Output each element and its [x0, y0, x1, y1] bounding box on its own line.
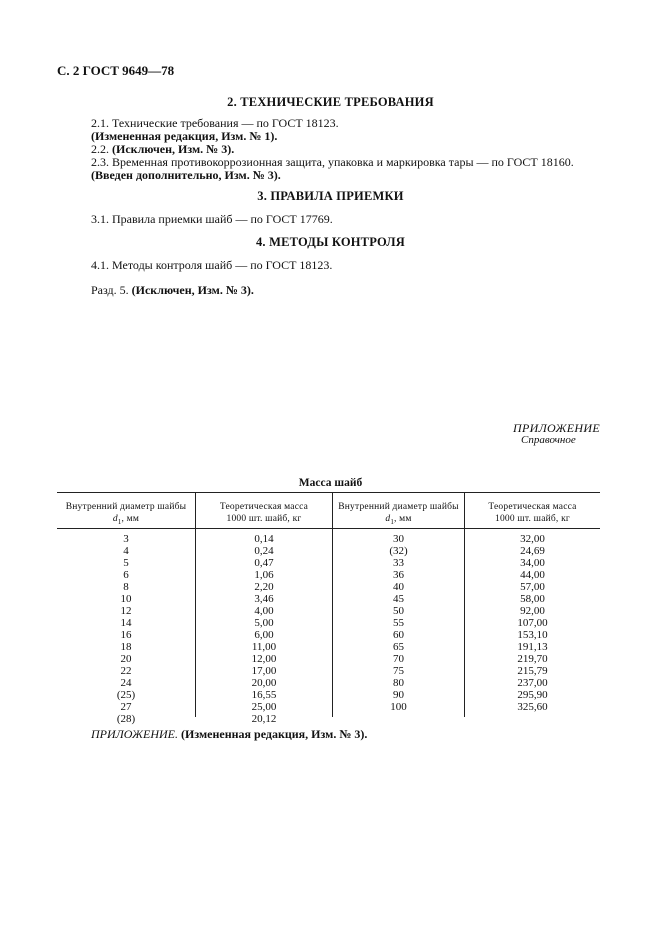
appendix-label: ПРИЛОЖЕНИЕ [513, 421, 600, 435]
table-cell: 8 [123, 581, 129, 593]
table-cell: 0,24 [254, 545, 274, 557]
table-cell: 22 [120, 665, 132, 677]
paragraph-2-1: 2.1. Технические требования — по ГОСТ 18123. [91, 116, 339, 130]
table-cell: 75 [393, 665, 404, 677]
table-cell: 20 [120, 653, 132, 665]
table-cell: 40 [393, 581, 404, 593]
table-cell: 3 [123, 533, 129, 545]
table-cell: 17,00 [251, 665, 277, 677]
table-cell: 12,00 [251, 653, 277, 665]
section-2-title: 2. ТЕХНИЧЕСКИЕ ТРЕБОВАНИЯ [227, 95, 434, 109]
table-cell: 90 [393, 689, 404, 701]
table-cell: 191,13 [517, 641, 548, 653]
section-5-line [91, 283, 254, 298]
section-5-note: (Исключен, Изм. № 3). [131, 283, 254, 297]
header-mass-left-line2: 1000 шт. шайб, кг [226, 514, 302, 524]
header-diameter-right [333, 501, 464, 528]
table-cell: 25,00 [251, 701, 277, 713]
table-cell: 33 [393, 557, 404, 569]
table-cell: 12 [120, 605, 132, 617]
table-cell: 215,79 [517, 665, 548, 677]
table-cell: 65 [393, 641, 404, 653]
table-cell: 30 [393, 533, 404, 545]
header-mass-left-line1: Теоретическая масса [219, 502, 309, 512]
table-top-border [57, 492, 600, 493]
table-cell: 70 [393, 653, 404, 665]
table-cell: 5,00 [254, 617, 274, 629]
column-left-diameters [57, 533, 195, 725]
table-cell: 14 [120, 617, 132, 629]
table-cell: 100 [390, 701, 407, 713]
table-cell: 295,90 [517, 689, 548, 701]
table-cell: 20,00 [251, 677, 277, 689]
header-mass-right-line2: 1000 шт. шайб, кг [495, 514, 570, 524]
table-cell: 237,00 [517, 677, 548, 689]
header-diameter-right-sub: 1 [390, 517, 395, 526]
table-cell: 219,70 [517, 653, 548, 665]
header-diameter-right-line1: Внутренний диаметр шайбы [338, 502, 459, 512]
paragraph-2-1-note: (Измененная редакция, Изм. № 1). [91, 129, 278, 143]
header-diameter-left-line2 [57, 513, 195, 528]
table-cell: 34,00 [520, 557, 545, 569]
table-cell: 16 [120, 629, 132, 641]
paragraph-4-1: 4.1. Методы контроля шайб — по ГОСТ 18123. [91, 258, 333, 272]
table-cell: 4,00 [254, 605, 274, 617]
column-right-diameters [333, 533, 464, 713]
table-cell: 5 [123, 557, 129, 569]
header-diameter-right-line2 [333, 513, 464, 528]
table-cell: 153,10 [517, 629, 548, 641]
table-cell: 18 [120, 641, 132, 653]
mass-table [57, 492, 600, 725]
table-cell: 0,47 [254, 557, 274, 569]
table-cell: 58,00 [520, 593, 545, 605]
table-cell: 32,00 [520, 533, 545, 545]
column-right-masses [465, 533, 600, 713]
appendix-subtitle: Справочное [521, 434, 576, 446]
table-cell: 24 [120, 677, 132, 689]
table-cell: 6,00 [254, 629, 274, 641]
footer-note [91, 727, 367, 742]
table-cell: 1,06 [254, 569, 274, 581]
table-cell: 107,00 [517, 617, 548, 629]
table-cell: 3,46 [254, 593, 274, 605]
paragraph-2-2-note: (Исключен, Изм. № 3). [112, 142, 235, 156]
table-cell: (32) [389, 545, 408, 557]
table-cell: 92,00 [520, 605, 545, 617]
page-header: С. 2 ГОСТ 9649—78 [57, 63, 175, 78]
table-cell: 0,14 [254, 533, 274, 545]
table-cell: 57,00 [520, 581, 545, 593]
section-4-title: 4. МЕТОДЫ КОНТРОЛЯ [255, 235, 406, 249]
header-diameter-right-unit: , мм [394, 514, 412, 524]
table-cell: 50 [393, 605, 404, 617]
table-header-border [57, 528, 600, 529]
table-title: Масса шайб [298, 477, 363, 489]
table-cell: 55 [393, 617, 404, 629]
header-diameter-left-var: d [112, 514, 118, 524]
table-cell: 24,69 [520, 545, 545, 557]
header-diameter-left-sub: 1 [117, 517, 122, 526]
header-mass-left [196, 501, 332, 525]
column-left-masses [196, 533, 332, 725]
paragraph-3-1: 3.1. Правила приемки шайб — по ГОСТ 17769. [91, 212, 333, 226]
header-diameter-left-unit: , мм [121, 514, 140, 524]
table-cell: 44,00 [520, 569, 545, 581]
section-3-title: 3. ПРАВИЛА ПРИЕМКИ [257, 189, 404, 203]
table-cell: 45 [393, 593, 404, 605]
table-cell: 27 [120, 701, 132, 713]
table-cell: 10 [120, 593, 132, 605]
table-cell: 325,60 [517, 701, 548, 713]
table-cell: 4 [123, 545, 129, 557]
footer-note-italic: ПРИЛОЖЕНИЕ. [91, 727, 178, 741]
paragraph-2-3-note: (Введен дополнительно, Изм. № 3). [91, 168, 281, 182]
table-cell: (28) [116, 713, 136, 725]
paragraph-2-2-number: 2.2. [91, 142, 109, 156]
table-cell: 60 [393, 629, 404, 641]
header-diameter-left-line1: Внутренний диаметр шайбы [65, 502, 187, 512]
table-cell: 11,00 [251, 641, 277, 653]
table-cell: (25) [116, 689, 136, 701]
table-cell: 20,12 [251, 713, 277, 725]
footer-note-bold: (Измененная редакция, Изм. № 3). [180, 727, 368, 741]
table-cell: 16,55 [251, 689, 277, 701]
paragraph-2-3: 2.3. Временная противокоррозионная защита, упаковка и маркировка тары — по ГОСТ 18160. [91, 155, 574, 169]
header-diameter-left [57, 501, 195, 528]
header-diameter-right-var: d [385, 514, 391, 524]
header-mass-right-line1: Теоретическая масса [488, 502, 577, 512]
table-cell: 80 [393, 677, 404, 689]
table-cell: 36 [393, 569, 404, 581]
table-cell: 2,20 [254, 581, 274, 593]
table-cell: 6 [123, 569, 129, 581]
section-5-prefix: Разд. 5. [91, 283, 129, 297]
header-mass-right [465, 501, 600, 525]
